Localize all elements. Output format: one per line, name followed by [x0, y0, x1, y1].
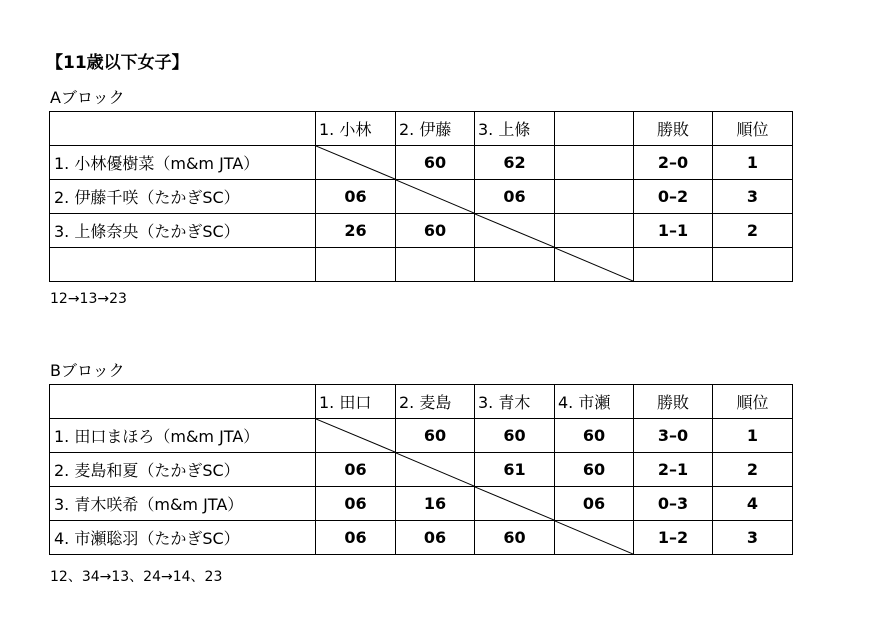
- header-cell: 4. 市瀬: [555, 385, 634, 419]
- rank-cell: 1: [713, 419, 793, 453]
- header-cell: 3. 青木: [475, 385, 555, 419]
- table-row: [50, 521, 793, 555]
- record-cell: 0–2: [634, 180, 713, 214]
- score-cell: 60: [555, 453, 634, 487]
- rank-cell: 3: [713, 180, 793, 214]
- player-name: 2. 伊藤千咲（たかぎSC）: [50, 180, 316, 214]
- rank-cell: [713, 248, 793, 282]
- player-name: 2. 麦島和夏（たかぎSC）: [50, 453, 316, 487]
- table-row: [50, 487, 793, 521]
- score-cell: 26: [316, 214, 396, 248]
- score-cell: 06: [475, 180, 555, 214]
- score-cell: 06: [555, 487, 634, 521]
- score-cell: 06: [316, 180, 396, 214]
- score-cell: 60: [475, 419, 555, 453]
- score-cell: 06: [316, 453, 396, 487]
- header-cell: 1. 小林: [316, 112, 396, 146]
- header-cell: 3. 上條: [475, 112, 555, 146]
- self-match-diagonal: [396, 453, 475, 487]
- record-cell: [634, 248, 713, 282]
- record-cell: 3–0: [634, 419, 713, 453]
- player-name: [50, 248, 316, 282]
- player-name: 3. 上條奈央（たかぎSC）: [50, 214, 316, 248]
- score-cell: 60: [396, 419, 475, 453]
- block-b-title: Bブロック: [50, 361, 125, 380]
- block-a-match-order: 12→13→23: [50, 291, 127, 307]
- header-cell: 勝敗: [634, 112, 713, 146]
- header-cell: [555, 112, 634, 146]
- score-cell: 06: [316, 521, 396, 555]
- score-cell: [555, 146, 634, 180]
- player-name: 4. 市瀬聡羽（たかぎSC）: [50, 521, 316, 555]
- score-cell: 60: [555, 419, 634, 453]
- table-header-row: [50, 112, 793, 146]
- player-name: 1. 小林優樹菜（m&m JTA）: [50, 146, 316, 180]
- self-match-diagonal: [475, 487, 555, 521]
- self-match-diagonal: [396, 180, 475, 214]
- self-match-diagonal: [316, 419, 396, 453]
- header-cell: 順位: [713, 385, 793, 419]
- table-row: [50, 248, 793, 282]
- record-cell: 2–0: [634, 146, 713, 180]
- record-cell: 0–3: [634, 487, 713, 521]
- score-cell: [396, 248, 475, 282]
- header-cell: [50, 385, 316, 419]
- score-cell: 60: [475, 521, 555, 555]
- score-cell: [555, 180, 634, 214]
- score-cell: 60: [396, 214, 475, 248]
- table-row: [50, 453, 793, 487]
- block-b-match-order: 12、34→13、24→14、23: [50, 569, 223, 585]
- header-cell: [50, 112, 316, 146]
- header-cell: 順位: [713, 112, 793, 146]
- rank-cell: 1: [713, 146, 793, 180]
- table-row: [50, 214, 793, 248]
- header-cell: 勝敗: [634, 385, 713, 419]
- header-cell: 1. 田口: [316, 385, 396, 419]
- self-match-diagonal: [555, 248, 634, 282]
- rank-cell: 3: [713, 521, 793, 555]
- header-cell: 2. 伊藤: [396, 112, 475, 146]
- record-cell: 2–1: [634, 453, 713, 487]
- table-row: [50, 146, 793, 180]
- score-cell: 16: [396, 487, 475, 521]
- block-a-title: Aブロック: [50, 88, 125, 107]
- self-match-diagonal: [555, 521, 634, 555]
- block-a-table: [49, 111, 793, 282]
- score-cell: 60: [396, 146, 475, 180]
- score-cell: [475, 248, 555, 282]
- page-title: 【11歳以下女子】: [46, 53, 189, 73]
- self-match-diagonal: [316, 146, 396, 180]
- record-cell: 1–2: [634, 521, 713, 555]
- header-cell: 2. 麦島: [396, 385, 475, 419]
- player-name: 1. 田口まほろ（m&m JTA）: [50, 419, 316, 453]
- score-cell: 62: [475, 146, 555, 180]
- score-cell: [555, 214, 634, 248]
- score-cell: 61: [475, 453, 555, 487]
- player-name: 3. 青木咲希（m&m JTA）: [50, 487, 316, 521]
- table-row: [50, 419, 793, 453]
- score-cell: [316, 248, 396, 282]
- rank-cell: 4: [713, 487, 793, 521]
- rank-cell: 2: [713, 453, 793, 487]
- table-header-row: [50, 385, 793, 419]
- table-row: [50, 180, 793, 214]
- block-b-table: [49, 384, 793, 555]
- score-cell: 06: [316, 487, 396, 521]
- score-cell: 06: [396, 521, 475, 555]
- rank-cell: 2: [713, 214, 793, 248]
- self-match-diagonal: [475, 214, 555, 248]
- record-cell: 1–1: [634, 214, 713, 248]
